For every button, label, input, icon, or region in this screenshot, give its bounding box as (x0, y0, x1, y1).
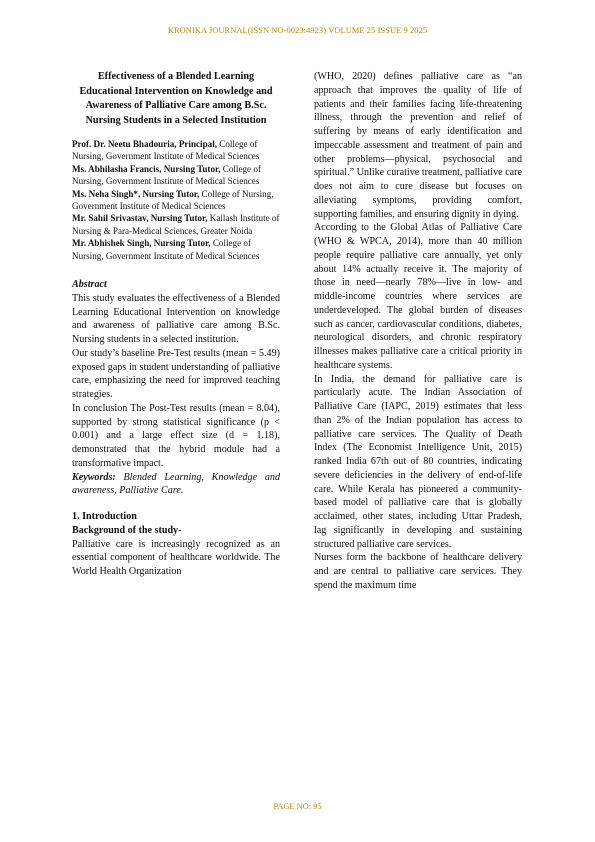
right-column (314, 70, 522, 593)
section-heading: 1. Introduction (72, 511, 137, 523)
author-name: Mr. Sahil Srivastav, Nursing Tutor, (72, 213, 208, 224)
author-3 (72, 188, 280, 213)
abstract-paragraph: This study evaluates the effectiveness of a Blended Learning Educational Intervention on knowledge and awareness of palliative care among B.Sc. Nursing students in a selected institution. (72, 292, 280, 346)
author-affiliation: College of Nursing, Government Institute of Medical Sciences (72, 188, 274, 212)
author-affiliation: College of Nursing, Government Institute of Medical Sciences (72, 238, 260, 261)
intro-paragraph: Palliative care is increasingly recognized as an essential component of healthcare worldwide. The World Health Organization (72, 538, 280, 578)
journal-header: KRONIKA JOURNAL(ISSN NO-0023:4923) VOLUME 25 ISSUE 9 2025 (167, 26, 428, 35)
author-5 (72, 237, 280, 262)
paper-title: Effectiveness of a Blended Learning Educational Intervention on Knowledge and Awareness of Palliative Care among B.Sc. Nursing Students in a Selected Institution (79, 71, 273, 126)
author-affiliation: College of Nursing, Government Institute of Medical Sciences (72, 163, 261, 187)
body-paragraph: Nurses form the backbone of healthcare delivery and are central to palliative care services. They spend the maximum time (314, 552, 522, 591)
author-name: Prof. Dr. Neetu Bhadouria, Principal, (72, 139, 217, 149)
body-paragraph: (WHO, 2020) defines palliative care as “an approach that improves the quality of life of patients and their families facing life-threatening illness, through the prevention and relief of suffering by means of early identification and impeccable assessment and treatment of pain and other problems—physical, psychosocial and spiritual.” Unlike curative treatment, palliative care does not aim to cure disease but focuses on alleviating symptoms, providing comfort, supporting families, and ensuring dignity in dying. (314, 71, 522, 220)
body-paragraph: According to the Global Atlas of Palliative Care (WHO & WPCA, 2014), more than 40 million people require palliative care annually, yet only about 14% actually receive it. The majority of those in need—nearly 78%—live in low- and middle-income countries where services are underdeveloped. The global burden of diseases such as cancer, cardiovascular conditions, diabetes, neurological disorders, and chronic respiratory illnesses makes palliative care a critical priority in healthcare systems. (314, 222, 522, 371)
subsection-heading: Background of the study- (72, 524, 182, 536)
author-name: Ms. Abhilasha Francis, Nursing Tutor, (72, 163, 221, 174)
left-column (72, 70, 280, 579)
keywords-label: Keywords: (72, 471, 116, 483)
author-name: Ms. Neha Singh*, Nursing Tutor, (72, 188, 200, 199)
author-4 (72, 212, 280, 237)
author-1 (72, 138, 280, 163)
page-number: PAGE NO: 95 (273, 802, 322, 811)
author-affiliation: College of Nursing, Government Institute of Medical Sciences (72, 139, 260, 162)
abstract-paragraph: Our study’s baseline Pre-Test results (mean = 5.49) exposed gaps in student understanding of palliative care, emphasizing the need for improved teaching strategies. (72, 347, 280, 401)
keywords-text: Blended Learning, Knowledge and awareness, Palliative Care. (72, 471, 280, 497)
abstract-paragraph: In conclusion The Post-Test results (mean = 8.04), supported by strong statistical significance (p < 0.001) and a large effect size (d = 1.18), demonstrated that the hybrid module had a transformative impact. (72, 402, 280, 469)
body-paragraph: In India, the demand for palliative care is particularly acute. The Indian Association of Palliative Care (IAPC, 2019) estimates that less than 2% of the Indian population has access to palliative care services. The Quality of Death Index (The Economist Intelligence Unit, 2015) ranked India 67th out of 80 countries, indicating severe deficiencies in the delivery of end-of-life care. While Kerala has pioneered a community-based model of palliative care that is globally acclaimed, other states, including Uttar Pradesh, lag significantly in developing and sustaining structured palliative care services. (314, 373, 522, 550)
abstract-heading: Abstract (72, 279, 107, 291)
author-affiliation: Kailash Institute of Nursing & Para-Medical Sciences, Greater Noida (72, 213, 280, 236)
author-name: Mr. Abhishek Singh, Nursing Tutor, (72, 238, 211, 249)
keywords (72, 471, 280, 499)
author-2 (72, 163, 280, 188)
